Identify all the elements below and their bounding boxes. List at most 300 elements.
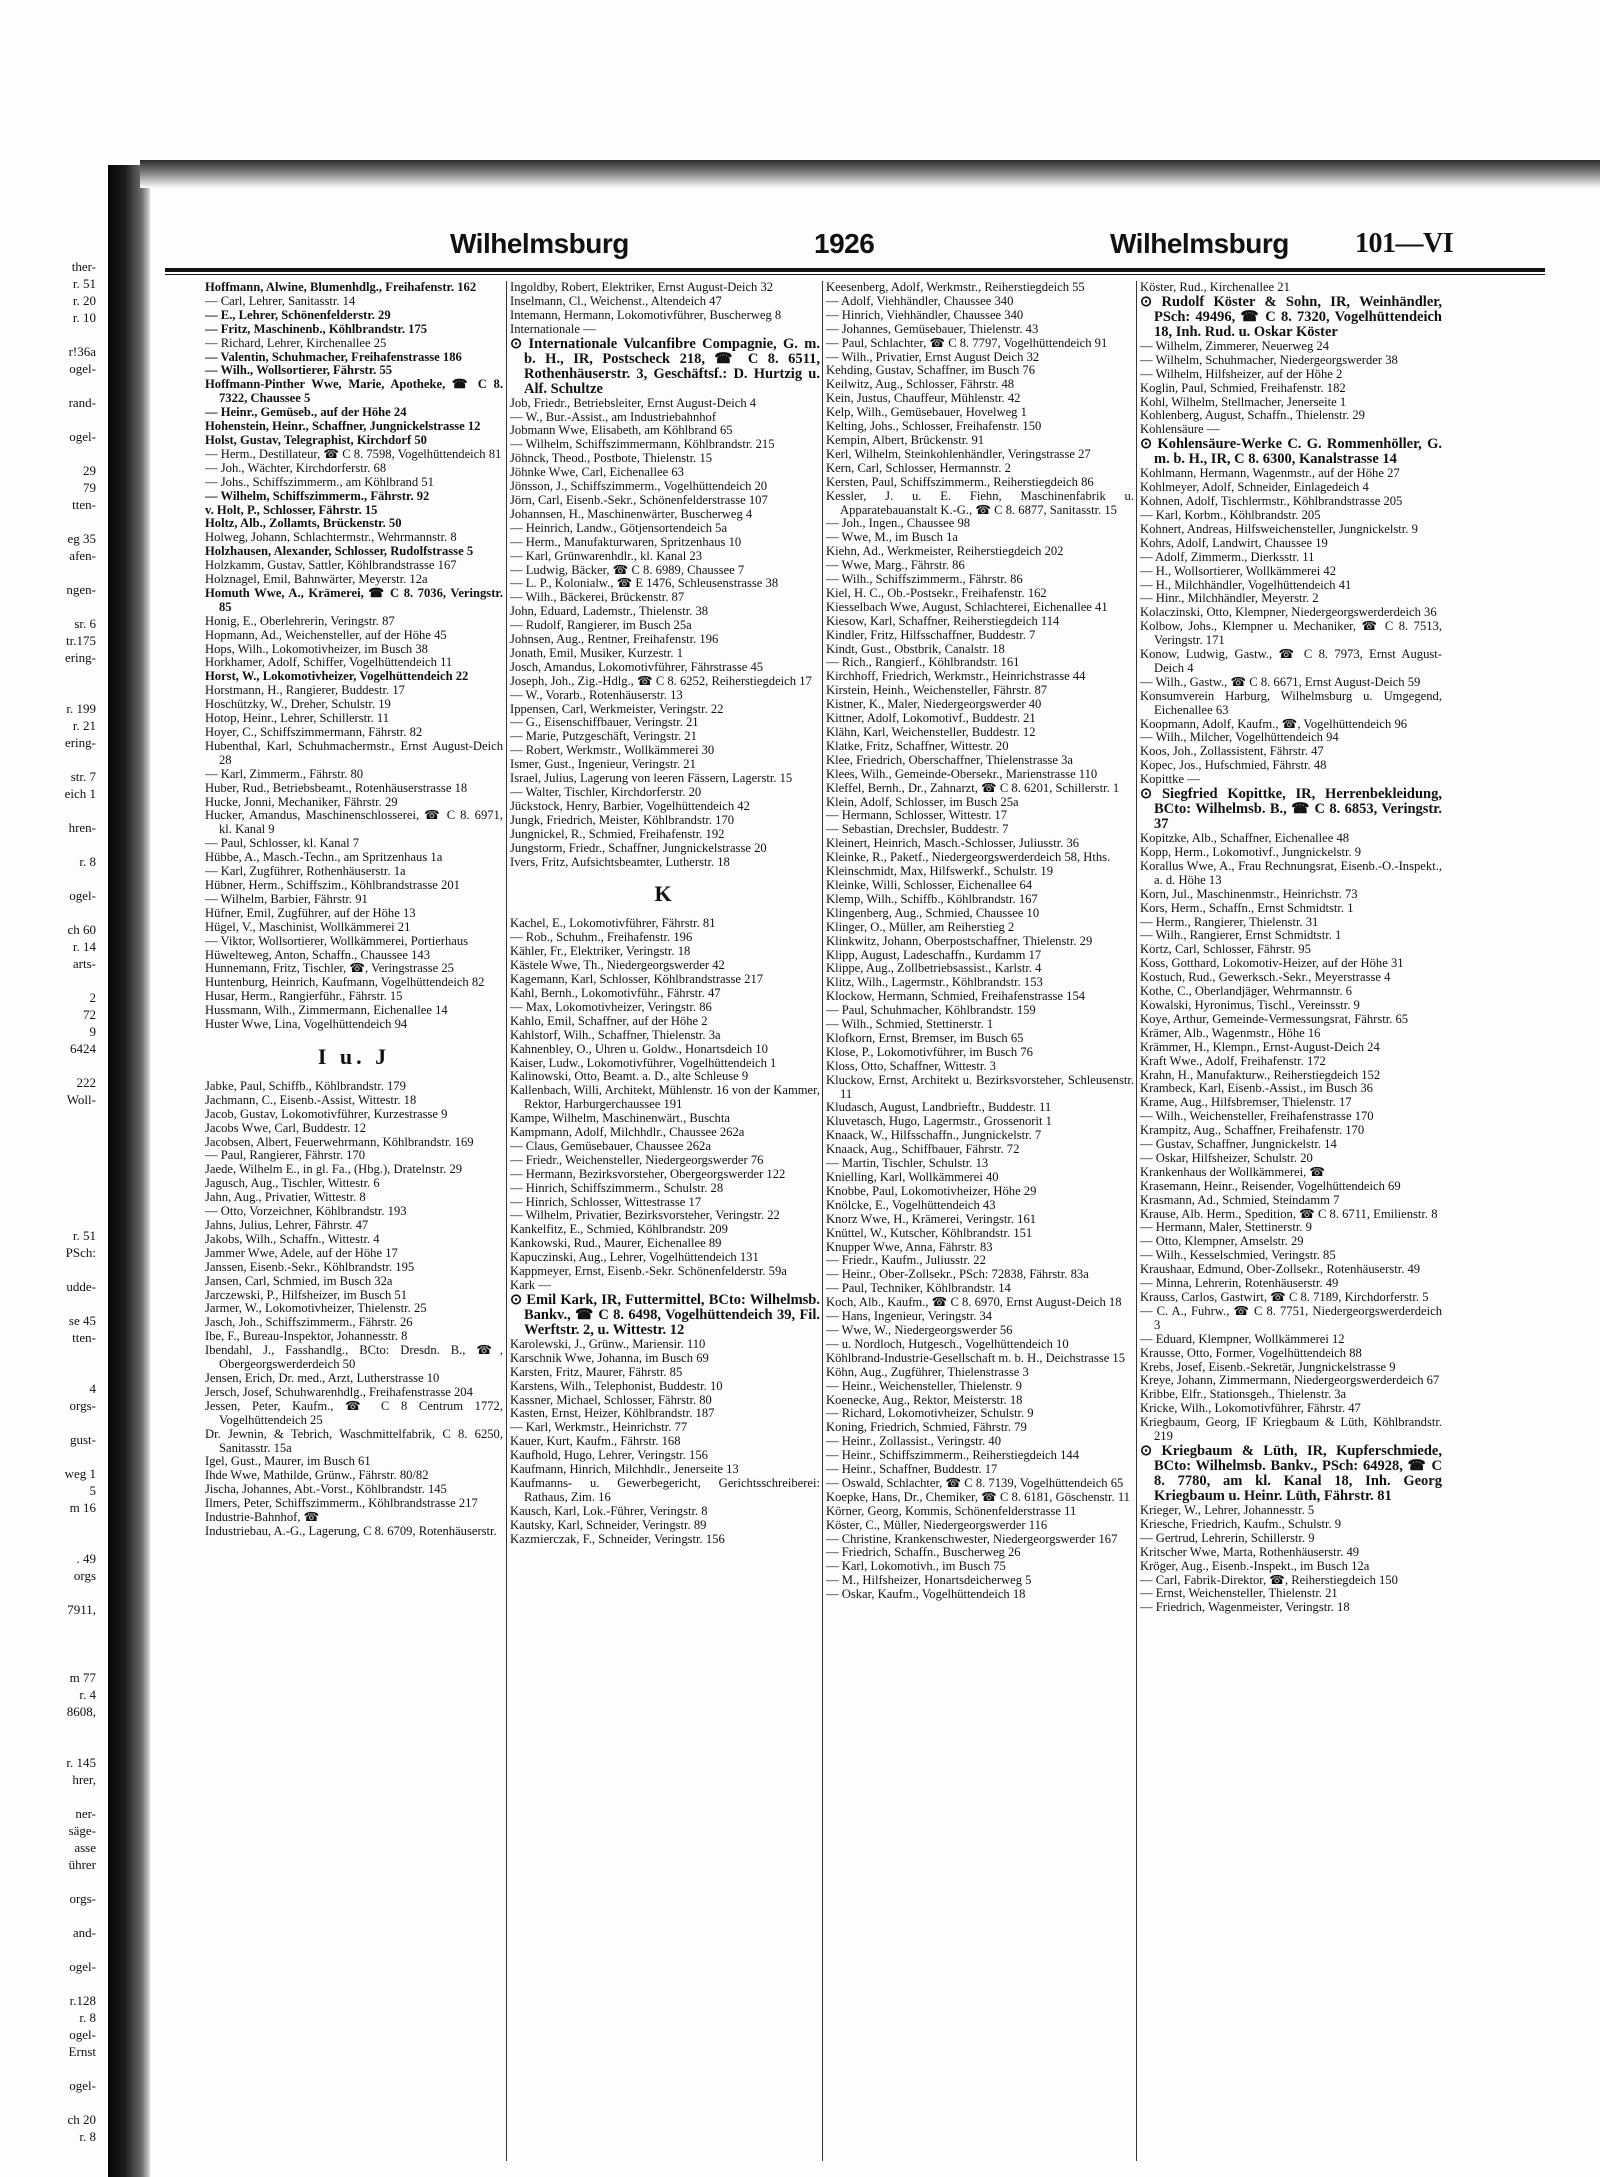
page-number: 101—VI [1355,228,1454,259]
directory-entry: Kohlenberg, August, Schaffn., Thielenstr. 29 [1140,408,1365,423]
directory-entry: Husar, Herm., Rangierführ., Fährstr. 15 [205,989,403,1004]
left-page-fragment-line: säge- [68,1823,96,1838]
directory-entry: Kalinowski, Otto, Beamt. a. D., alte Schleuse 9 [510,1069,749,1084]
directory-entry: — Paul, Schuhmacher, Köhlbrandstr. 159 [826,1003,1036,1018]
directory-entry: Kopittke — [1140,772,1200,787]
directory-entry: Kessler, J. u. E. Fiehn, Maschinenfabrik u. Apparatebauanstalt K.-G., ☎ C 8. 6877, Sanitasstr. 15 [826,488,1134,517]
directory-entry: Johannsen, H., Maschinenwärter, Buscherweg 4 [510,506,753,521]
directory-entry: — Claus, Gemüsebauer, Chaussee 262a [510,1138,711,1153]
directory-entry: Krambeck, Karl, Eisenb.-Assist., im Busch 36 [1140,1081,1373,1096]
directory-entry: Klockow, Hermann, Schmied, Freihafenstrasse 154 [826,989,1086,1004]
directory-entry: Klipp, August, Ladeschaffn., Kurdamm 17 [826,947,1042,962]
left-page-fragment-line: orgs [73,1568,96,1583]
directory-entry: Inselmann, Cl., Weichenst., Altendeich 47 [510,293,722,308]
directory-entry: — Christine, Krankenschwester, Niedergeorgswerder 167 [826,1531,1118,1546]
directory-entry: Kachel, E., Lokomotivführer, Fährstr. 81 [510,916,716,931]
directory-entry: — Wilh., Kesselschmied, Veringstr. 85 [1140,1248,1336,1263]
directory-entry: Kirstein, Heinh., Weichensteller, Fährstr. 87 [826,683,1048,698]
left-page-fragment-line: ogel- [69,1959,96,1974]
directory-entry: Kelting, Johs., Schlosser, Freihafenstr. 150 [826,419,1042,434]
directory-entry: — Hermann, Maler, Stettinerstr. 9 [1140,1220,1312,1235]
directory-entry: Hussmann, Wilh., Zimmermann, Eichenallee 14 [205,1003,448,1018]
directory-entry: — Wilh., Rangierer, Ernst Schmidtstr. 1 [1140,928,1342,943]
directory-entry: — Richard, Lokomotivheizer, Schulstr. 9 [826,1406,1034,1421]
directory-entry: — Richard, Lehrer, Kirchenallee 25 [205,335,387,350]
directory-entry: Dr. Jewnin, & Tebrich, Waschmittelfabrik, C 8. 6250, Sanitasstr. 15a [205,1426,503,1455]
directory-advert-entry: ⊙ Internationale Vulcanfibre Compagnie, G. m. b. H., IR, Postscheck 218, ☎ C 8. 6511, Rothenhäuserstr. 3, Geschäftsf.: D. Hurtzig u. Alf. Schultze [510,335,820,397]
directory-entry: Jörn, Carl, Eisenb.-Sekr., Schönenfelderstrasse 107 [510,492,768,507]
column-divider [822,281,823,2161]
directory-entry: Kahlo, Emil, Schaffner, auf der Höhe 2 [510,1013,708,1028]
directory-entry: — Heinr., Zollassist., Veringstr. 40 [826,1434,1002,1449]
directory-entry: Holst, Gustav, Telegraphist, Kirchdorf 50 [205,432,427,447]
left-page-fragment-line: eich 1 [64,786,96,801]
directory-entry: — L. P., Kolonialw., ☎ E 1476, Schleusenstrasse 38 [510,576,779,591]
directory-entry: Industriebau, A.-G., Lagerung, C 8. 6709, Rotenhäuserstr. [205,1523,497,1538]
directory-entry: — Viktor, Wollsortierer, Wollkämmerei, Portierhaus [205,933,469,948]
directory-entry: — Joh., Ingen., Chaussee 98 [826,516,971,531]
directory-entry: Hübbe, A., Masch.-Techn., am Spritzenhaus 1a [205,850,443,865]
directory-entry: — Wwe, W., Niedergeorgswerder 56 [826,1322,1013,1337]
directory-entry: — Friedr., Weichensteller, Niedergeorgswerder 76 [510,1152,764,1167]
running-head-right: Wilhelmsburg [1110,228,1289,259]
directory-entry: Hops, Wilh., Lokomotivheizer, im Busch 38 [205,641,428,656]
directory-entry: — Fritz, Maschinenb., Köhlbrandstr. 175 [205,321,428,336]
directory-entry: Koglin, Paul, Schmied, Freihafenstr. 182 [1140,380,1346,395]
directory-entry: — Eduard, Klempner, Wollkämmerei 12 [1140,1331,1345,1346]
left-page-fragment-line: ering- [64,650,96,665]
directory-entry: Israel, Julius, Lagerung von leeren Fässern, Lagerstr. 15 [510,771,793,786]
directory-entry: Hopmann, Ad., Weichensteller, auf der Höhe 45 [205,627,447,642]
directory-entry: — H., Wollsortierer, Wollkämmerei 42 [1140,563,1337,578]
left-page-fragment-line: r. 8 [79,2129,96,2144]
directory-entry: Klose, P., Lokomotivführer, im Busch 76 [826,1044,1033,1059]
directory-entry: Kluckow, Ernst, Architekt u. Bezirksvorsteher, Schleusenstr. 11 [826,1072,1134,1101]
directory-entry: Karstens, Wilh., Telephonist, Buddestr. 10 [510,1378,723,1393]
section-heading: I u. J [317,1043,391,1069]
page-top-shadow [140,160,1600,188]
directory-entry: Jansen, Carl, Schmied, im Busch 32a [205,1273,393,1288]
directory-entry: Igel, Gust., Maurer, im Busch 61 [205,1454,371,1469]
directory-entry: Horst, W., Lokomotivheizer, Vogelhüttendeich 22 [205,669,469,684]
directory-entry: Jarczewski, P., Hilfsheizer, im Busch 51 [205,1287,408,1302]
directory-entry: Jönsson, J., Schiffszimmerm., Vogelhüttendeich 20 [510,479,768,494]
directory-entry: Kahl, Bernh., Lokomotivführ., Fährstr. 47 [510,985,721,1000]
section-heading: K [654,881,676,907]
directory-entry: Klemp, Wilh., Schiffb., Köhlbrandstr. 167 [826,891,1038,906]
directory-entry: Huber, Rud., Betriebsbeamt., Rotenhäuserstrasse 18 [205,780,468,795]
left-page-fragment-line: 7911, [67,1602,96,1617]
directory-entry: Hoschützky, W., Dreher, Schulstr. 19 [205,697,391,712]
directory-entry: Ibendahl, J., Fasshandlg., BCto: Dresdn. B., ☎, Obergeorgswerderdeich 50 [205,1343,503,1372]
left-page-fragment-line: ering- [64,735,96,750]
directory-entry: — Hans, Ingenieur, Veringstr. 34 [826,1309,993,1324]
directory-advert-entry: ⊙ Kriegbaum & Lüth, IR, Kupferschmiede, BCto: Wilhelmsb. Bankv., PSch: 64928, ☎ C 8. 7780, am kl. Kanal 18, Inh. Georg Kriegbaum u. Heinr. Lüth, Fährstr. 81 [1140,1442,1442,1504]
directory-entry: Kaufmann, Hinrich, Milchhdlr., Jenerseite 13 [510,1462,739,1477]
left-page-fragment-line: r. 8 [79,854,96,869]
directory-entry: — Oskar, Kaufm., Vogelhüttendeich 18 [826,1587,1026,1602]
directory-entry: Jacob, Gustav, Lokomotivführer, Kurzestrasse 9 [205,1106,448,1121]
directory-entry: — Heinrich, Landw., Götjensortendeich 5a [510,520,728,535]
left-page-fragment-line: ogel- [69,888,96,903]
directory-entry: Krankenhaus der Wollkämmerei, ☎ [1140,1164,1326,1179]
directory-entry: — Wilhelm, Barbier, Fährstr. 91 [205,891,368,906]
left-page-fragment-line: r. 10 [72,310,96,325]
directory-entry: Jaede, Wilhelm E., in gl. Fa., (Hbg.), Dratelnstr. 29 [205,1162,463,1177]
directory-entry: Huntenburg, Heinrich, Kaufmann, Vogelhüttendeich 82 [205,975,485,990]
directory-entry: Köster, Rud., Kirchenallee 21 [1140,281,1290,294]
directory-entry: Klees, Wilh., Gemeinde-Obersekr., Marienstrasse 110 [826,766,1098,781]
directory-entry: Kricke, Wilh., Lokomotivführer, Fährstr. 47 [1140,1401,1361,1416]
directory-entry: Jammer Wwe, Adele, auf der Höhe 17 [205,1245,398,1260]
directory-entry: Kautsky, Karl, Schneider, Veringstr. 89 [510,1517,707,1532]
left-page-fragment-line: ogel- [69,429,96,444]
directory-entry: Kirchhoff, Friedrich, Werkmstr., Heinrichstrasse 44 [826,669,1086,684]
directory-entry: — Wilh., Schmied, Stettinerstr. 1 [826,1017,994,1032]
directory-entry: Keesenberg, Adolf, Werkmstr., Reiherstiegdeich 55 [826,281,1085,294]
directory-entry: Koch, Alb., Kaufm., ☎ C 8. 6970, Ernst August-Deich 18 [826,1295,1122,1310]
left-page-fragment-line: 8608, [66,1704,96,1719]
directory-entry: Klitz, Wilh., Lagermstr., Köhlbrandstr. 153 [826,975,1043,990]
directory-entry: Honig, E., Oberlehrerin, Veringstr. 87 [205,613,395,628]
left-page-fragment-line: ngen- [66,582,96,597]
directory-entry: Job, Friedr., Betriebsleiter, Ernst August-Deich 4 [510,395,757,410]
left-page-fragment-line: m 77 [69,1670,96,1685]
directory-entry: Kästele Wwe, Th., Niedergeorgswerder 42 [510,958,725,973]
left-page-fragment-line: r. 51 [72,276,96,291]
directory-entry: Kindt, Gust., Obstbrik, Canalstr. 18 [826,641,1005,656]
directory-entry: Hucke, Jonni, Mechaniker, Fährstr. 29 [205,794,398,809]
directory-entry: Jarmer, W., Lokomotivheizer, Thielenstr. 25 [205,1301,427,1316]
left-page-fragment-line: Ernst [68,2044,96,2059]
directory-entry: — Carl, Lehrer, Sanitasstr. 14 [205,293,356,308]
directory-entry: — Karl, Zugführer, Rothenhäuserstr. 1a [205,864,406,879]
directory-entry: Kohrs, Adolf, Landwirt, Chaussee 19 [1140,535,1328,550]
directory-entry: Jückstock, Henry, Barbier, Vogelhüttendeich 42 [510,798,750,813]
directory-entry: Krämer, Alb., Wagenmstr., Höhe 16 [1140,1025,1321,1040]
directory-entry: Köhn, Aug., Zugführer, Thielenstrasse 3 [826,1364,1029,1379]
directory-entry: Kaufhold, Hugo, Lehrer, Veringstr. 156 [510,1448,708,1463]
directory-entry: Kleinke, Willi, Schlosser, Eichenallee 64 [826,877,1033,892]
left-page-fragment-line: r.128 [69,1993,96,2008]
directory-entry: Koenecke, Aug., Rektor, Meisterstr. 18 [826,1392,1023,1407]
directory-entry: — Wilh., Gastw., ☎ C 8. 6671, Ernst August-Deich 59 [1140,674,1421,689]
left-page-fragment-line: r. 21 [72,718,96,733]
directory-entry: — Heinr., Schaffner, Buddestr. 17 [826,1462,998,1477]
left-page-fragment-line: 79 [83,480,96,495]
directory-entry: Kleinke, R., Paketf., Niedergeorgswerderdeich 58, Hths. [826,850,1111,865]
left-page-fragment-line: r!36a [68,344,96,359]
directory-entry: Kaufmanns- u. Gewerbegericht, Gerichtsschreiberei: Rathaus, Zim. 16 [510,1475,820,1504]
directory-entry: Kreye, Johann, Zimmermann, Niedergeorgswerderdeich 67 [1140,1373,1440,1388]
left-page-fragment-line: 6424 [70,1041,96,1056]
left-page-fragment-line: hrer, [72,1772,96,1787]
directory-entry: Kostuch, Rud., Gewerksch.-Sekr., Meyerstrasse 4 [1140,970,1391,985]
left-page-fragment-line: afen- [69,548,96,563]
directory-entry: Ippensen, Carl, Werkmeister, Veringstr. 22 [510,701,724,716]
directory-entry: Klingenberg, Aug., Schmied, Chaussee 10 [826,905,1040,920]
directory-entry: Ilmers, Peter, Schiffszimmerm., Köhlbrandstrasse 217 [205,1496,478,1511]
directory-entry: Ivers, Fritz, Aufsichtsbeamter, Lutherstr. 18 [510,854,730,869]
directory-entry: — G., Eisenschiffbauer, Veringstr. 21 [510,715,699,730]
directory-entry: — Rudolf, Rangierer, im Busch 25a [510,618,692,633]
directory-entry: Kiesselbach Wwe, August, Schlachterei, Eichenallee 41 [826,599,1108,614]
directory-entry: Holweg, Johann, Schlachtermstr., Wehrmannstr. 8 [205,530,457,545]
directory-entry: Klippe, Aug., Zollbetriebsassist., Karlstr. 4 [826,961,1042,976]
directory-entry: Jonath, Emil, Musiker, Kurzestr. 1 [510,645,683,660]
left-page-fragment-line: se 45 [68,1313,96,1328]
directory-entry: Jöhnke Wwe, Carl, Eichenallee 63 [510,465,684,480]
directory-entry: Jensen, Erich, Dr. med., Arzt, Lutherstrasse 10 [205,1370,440,1385]
left-page-fragment-line: ührer [68,1857,96,1872]
directory-entry: Kehding, Gustav, Schaffner, im Busch 76 [826,363,1036,378]
directory-entry: — Adolf, Viehhändler, Chaussee 340 [826,293,1014,308]
directory-entry: Kortz, Carl, Schlosser, Fährstr. 95 [1140,942,1311,957]
left-page-fragment-line: orgs- [69,1398,96,1413]
directory-entry: Krämmer, H., Klempn., Ernst-August-Deich 24 [1140,1039,1380,1054]
directory-entry: John, Eduard, Lademstr., Thielenstr. 38 [510,604,709,619]
left-page-fragment [0,260,104,2177]
directory-entry: — Oskar, Hilfsheizer, Schulstr. 20 [1140,1150,1313,1165]
directory-entry: Kothe, C., Oberlandjäger, Wehrmannstr. 6 [1140,984,1352,999]
left-page-fragment-line: . 49 [76,1551,96,1566]
left-page-fragment-line: r. 4 [79,1687,96,1702]
directory-entry: Knobbe, Paul, Lokomotivheizer, Höhe 29 [826,1183,1037,1198]
directory-entry: Hucker, Amandus, Maschinenschlosserei, ☎ C 8. 6971, kl. Kanal 9 [205,808,503,837]
directory-entry: Koepke, Hans, Dr., Chemiker, ☎ C 8. 6181, Göschenstr. 11 [826,1489,1130,1504]
directory-entry: — Gustav, Schaffner, Jungnickelstr. 14 [1140,1137,1337,1152]
left-page-fragment-line: 222 [76,1075,96,1090]
directory-entry: Keilwitz, Aug., Schlosser, Fährstr. 48 [826,377,1015,392]
left-page-fragment-line: r. 8 [79,2010,96,2025]
directory-entry: Krahn, H., Manufakturw., Reiherstiegdeich 152 [1140,1067,1381,1082]
directory-entry: Klinger, O., Müller, am Reiherstieg 2 [826,919,1015,934]
left-page-fragment-line: 2 [89,990,96,1005]
directory-entry: Konsumverein Harburg, Wilhelmsburg u. Umgegend, Eichenallee 63 [1140,688,1442,717]
directory-entry: Koss, Gotthard, Lokomotiv-Heizer, auf der Höhe 31 [1140,956,1404,971]
directory-column-3 [826,281,1134,2161]
directory-entry: Kluvetasch, Hugo, Lagermstr., Grossenorit 1 [826,1114,1052,1129]
directory-entry: — Oswald, Schlachter, ☎ C 8. 7139, Vogelhüttendeich 65 [826,1475,1124,1490]
directory-entry: Ibe, F., Bureau-Inspektor, Johannesstr. 8 [205,1329,408,1344]
directory-entry: Kohl, Wilhelm, Stellmacher, Jenerseite 1 [1140,394,1347,409]
directory-column-1 [205,281,503,2161]
directory-entry: Knüttel, W., Kutscher, Köhlbrandstr. 151 [826,1225,1033,1240]
directory-entry: Kampmann, Adolf, Milchhdlr., Chaussee 262a [510,1125,745,1140]
left-page-fragment-line: ther- [71,260,96,274]
directory-entry: Krausse, Otto, Former, Vogelhüttendeich 88 [1140,1345,1362,1360]
left-page-fragment-line: r. 199 [66,701,96,716]
directory-entry: Hoffmann-Pinther Wwe, Marie, Apotheke, ☎ C 8. 7322, Chaussee 5 [205,377,503,406]
directory-entry: Kern, Carl, Schlosser, Hermannstr. 2 [826,460,1011,475]
directory-entry: Kausch, Karl, Lok.-Führer, Veringstr. 8 [510,1503,708,1518]
directory-entry: Kistner, K., Maler, Niedergeorgswerder 40 [826,697,1042,712]
running-head-left: Wilhelmsburg [450,228,629,259]
directory-entry: Krause, Alb. Herm., Spedition, ☎ C 8. 6711, Emilienstr. 8 [1140,1206,1438,1221]
directory-advert-entry: ⊙ Siegfried Kopittke, IR, Herrenbekleidung, BCto: Wilhelmsb. B., ☎ C 8. 6853, Veringstr. 37 [1140,786,1442,833]
directory-entry: — Max, Lokomotivheizer, Veringstr. 86 [510,999,712,1014]
directory-entry: Jabke, Paul, Schiffb., Köhlbrandstr. 179 [205,1078,406,1093]
directory-entry: Ismer, Gust., Ingenieur, Veringstr. 21 [510,757,696,772]
left-page-fragment-line: str. 7 [70,769,96,784]
page-header [150,228,1550,268]
directory-entry: — Ludwig, Bäcker, ☎ C 8. 6989, Chaussee 7 [510,562,745,577]
directory-entry: — W., Vorarb., Rotenhäuserstr. 13 [510,687,683,702]
directory-entry: — Minna, Lehrerin, Rotenhäuserstr. 49 [1140,1276,1339,1291]
directory-entry: — Wilh., Wollsortierer, Fährstr. 55 [205,363,393,378]
directory-entry: Hoffmann, Alwine, Blumenhdlg., Freihafenstr. 162 [205,281,477,294]
directory-entry: Kagemann, Karl, Schlosser, Köhlbrandstrasse 217 [510,972,764,987]
directory-entry: — Marie, Putzgeschäft, Veringstr. 21 [510,729,697,744]
header-rule-thin [165,274,1545,275]
directory-entry: — Paul, Schlachter, ☎ C 8. 7797, Vogelhüttendeich 91 [826,335,1108,350]
directory-entry: Knielling, Karl, Wollkämmerei 40 [826,1170,999,1184]
directory-entry: — Karl, Werkmstr., Heinrichstr. 77 [510,1420,688,1435]
directory-entry: Holtz, Alb., Zollamts, Brückenstr. 50 [205,516,402,531]
left-page-fragment-line: r. 51 [72,1228,96,1243]
directory-entry: — Friedrich, Wagenmeister, Veringstr. 18 [1140,1600,1350,1615]
directory-entry: Krampitz, Aug., Schaffner, Freihafenstr. 170 [1140,1123,1365,1138]
directory-advert-entry: ⊙ Rudolf Köster & Sohn, IR, Weinhändler, PSch: 49496, ☎ C 8. 7320, Vogelhüttendeich 18, Inh. Rud. u. Oskar Köster [1140,293,1442,340]
directory-entry: Kowalski, Hyronimus, Tischl., Vereinsstr. 9 [1140,997,1360,1012]
directory-entry: Hotop, Heinr., Lehrer, Schillerstr. 11 [205,711,390,726]
directory-entry: Jacobs Wwe, Carl, Buddestr. 12 [205,1120,367,1135]
directory-entry: Krame, Aug., Hilfsbremser, Thielenstr. 17 [1140,1095,1352,1110]
left-page-fragment-line: arts- [72,956,96,971]
directory-entry: Kopitzke, Alb., Schaffner, Eichenallee 48 [1140,831,1350,846]
directory-entry: Knaack, Aug., Schiffbauer, Fährstr. 72 [826,1142,1020,1157]
directory-entry: Janssen, Eisenb.-Sekr., Köhlbrandstr. 195 [205,1259,415,1274]
directory-entry: Kappmeyer, Ernst, Eisenb.-Sekr. Schönenfelderstr. 59a [510,1264,787,1279]
directory-entry: Koos, Joh., Zollassistent, Fährstr. 47 [1140,744,1324,759]
left-page-fragment-line: ogel- [69,361,96,376]
directory-entry: Krasemann, Heinr., Reisender, Vogelhüttendeich 69 [1140,1178,1401,1193]
directory-entry: Intemann, Hermann, Lokomotivführer, Buscherweg 8 [510,307,782,322]
directory-entry: Kolbow, Johs., Klempner u. Mechaniker, ☎ C 8. 7513, Veringstr. 171 [1140,619,1442,648]
directory-entry: — Otto, Vorzeichner, Köhlbrandstr. 193 [205,1204,407,1219]
left-page-fragment-line: ch 20 [67,2112,96,2127]
directory-entry: Kloss, Otto, Schaffner, Wittestr. 3 [826,1058,996,1073]
directory-column-4 [1140,281,1442,2161]
directory-entry: Kraft Wwe., Adolf, Freihafenstr. 172 [1140,1053,1326,1068]
directory-entry: — Paul, Techniker, Köhlbrandstr. 14 [826,1281,1011,1296]
directory-entry: — Joh., Wächter, Kirchdorferstr. 68 [205,460,387,475]
directory-entry: — Rich., Rangierf., Köhlbrandstr. 161 [826,655,1020,670]
directory-entry: Kein, Justus, Chauffeur, Mühlenstr. 42 [826,391,1021,406]
directory-column-2 [510,281,820,2161]
directory-entry: Jessen, Peter, Kaufm., ☎ C 8 Centrum 1772, Vogelhüttendeich 25 [205,1398,503,1427]
directory-entry: Kittner, Adolf, Lokomotivf., Buddestr. 21 [826,711,1036,726]
directory-entry: Koopmann, Adolf, Kaufm., ☎, Vogelhüttendeich 96 [1140,716,1408,731]
left-page-fragment-line: sr. 6 [74,616,96,631]
column-divider [1136,281,1137,2161]
left-page-fragment-line: 72 [83,1007,96,1022]
directory-entry: Ihde Wwe, Mathilde, Grünw., Fährstr. 80/82 [205,1468,429,1483]
directory-entry: Jagusch, Aug., Tischler, Wittestr. 6 [205,1176,380,1191]
directory-entry: Kleffel, Bernh., Dr., Zahnarzt, ☎ C 8. 6201, Schillerstr. 1 [826,780,1120,795]
left-page-fragment-line: ogel- [69,2027,96,2042]
directory-entry: — Herm., Manufakturwaren, Spritzenhaus 10 [510,534,742,549]
left-page-fragment-line: gust- [70,1432,96,1447]
directory-entry: — E., Lehrer, Schönenfelderstr. 29 [205,307,391,322]
directory-entry: — W., Bur.-Assist., am Industriebahnhof [510,409,717,424]
directory-entry: Kohlensäure — [1140,422,1220,437]
directory-entry: — Hinrich, Viehhändler, Chaussee 340 [826,307,1024,322]
left-page-fragment-line: 29 [83,463,96,478]
directory-entry: Kolaczinski, Otto, Klempner, Niedergeorgswerderdeich 36 [1140,605,1437,620]
directory-entry: Kopec, Jos., Hufschmied, Fährstr. 48 [1140,758,1327,773]
directory-entry: Kohnen, Adolf, Tischlermstr., Köhlbrandstrasse 205 [1140,494,1403,509]
directory-entry: Joseph, Joh., Zig.-Hdlg., ☎ C 8. 6252, Reiherstiegdeich 17 [510,673,812,688]
directory-entry: Kritscher Wwe, Marta, Rothenhäuserstr. 49 [1140,1544,1360,1559]
directory-entry: — Wilh., Bäckerei, Brückenstr. 87 [510,590,685,605]
directory-entry: Huster Wwe, Lina, Vogelhüttendeich 94 [205,1017,408,1032]
left-page-fragment-line: 9 [89,1024,96,1039]
directory-entry: — Karl, Grünwarenhdlr., kl. Kanal 23 [510,548,703,563]
directory-entry: — Sebastian, Drechsler, Buddestr. 7 [826,822,1009,837]
directory-entry: Klähn, Karl, Weichensteller, Buddestr. 12 [826,725,1036,739]
left-page-fragment-line: tten- [72,1330,96,1345]
directory-entry: v. Holt, P., Schlosser, Fährstr. 15 [205,502,378,517]
directory-entry: — Walter, Tischler, Kirchdorferstr. 20 [510,785,702,799]
directory-entry: — Hinrich, Schiffszimmerm., Schulstr. 28 [510,1180,724,1195]
directory-entry: Jobmann Wwe, Elisabeth, am Köhlbrand 65 [510,423,733,438]
directory-entry: — Wilh., Schiffszimmerm., Fährstr. 86 [826,572,1023,587]
directory-entry: — Herm., Destillateur, ☎ C 8. 7598, Vogelhüttendeich 81 [205,446,502,461]
directory-entry: Karsten, Fritz, Maurer, Fährstr. 85 [510,1364,683,1379]
directory-entry: — Ernst, Weichensteller, Thielenstr. 21 [1140,1586,1338,1601]
directory-entry: Kauer, Kurt, Kaufm., Fährstr. 168 [510,1434,681,1449]
left-page-fragment-line: weg 1 [64,1466,96,1481]
directory-entry: — Wilhelm, Zimmerer, Neuerweg 24 [1140,338,1330,353]
left-page-fragment-line: r. 14 [72,939,96,954]
directory-entry: Korallus Wwe, A., Frau Rechnungsrat, Eisenb.-O.-Inspekt., a. d. Höhe 13 [1140,858,1442,887]
column-divider [506,281,507,2161]
directory-entry: Klatke, Fritz, Schaffner, Wittestr. 20 [826,738,1009,753]
directory-entry: Kelp, Wilh., Gemüsebauer, Hovelweg 1 [826,405,1027,420]
directory-entry: Kempin, Albert, Brückenstr. 91 [826,432,985,447]
left-page-fragment-line: r. 145 [66,1755,96,1770]
directory-entry: Hunnemann, Fritz, Tischler, ☎, Veringstrasse 25 [205,961,454,976]
directory-entry: Köster, C., Müller, Niedergeorgswerder 116 [826,1517,1048,1532]
directory-entry: — Johannes, Gemüsebauer, Thielenstr. 43 [826,321,1039,336]
directory-entry: Kiehn, Ad., Werkmeister, Reiherstiegdeich 202 [826,544,1064,559]
directory-entry: — Wilhelm, Hilfsheizer, auf der Höhe 2 [1140,366,1343,381]
directory-entry: Kankelfitz, E., Schmied, Köhlbrandstr. 209 [510,1222,728,1237]
directory-entry: Kazmierczak, F., Schneider, Veringstr. 156 [510,1531,725,1546]
directory-entry: Hoyer, C., Schiffszimmermann, Fährstr. 82 [205,725,423,739]
left-page-fragment-line: tten- [72,497,96,512]
directory-entry: Klee, Friedrich, Oberschaffner, Thielenstrasse 3a [826,752,1073,767]
directory-entry: Knupper Wwe, Anna, Fährstr. 83 [826,1239,993,1254]
directory-entry: Krieger, W., Lehrer, Johannesstr. 5 [1140,1502,1315,1517]
directory-entry: — Hermann, Bezirksvorsteher, Obergeorgswerder 122 [510,1166,786,1181]
directory-entry: — Hermann, Schlosser, Wittestr. 17 [826,808,1007,823]
directory-entry: — Karl, Lokomotivh., im Busch 75 [826,1559,1006,1574]
directory-entry: — Heinr., Ober-Zollsekr., PSch: 72838, Fährstr. 83a [826,1267,1089,1282]
directory-entry: — Robert, Werkmstr., Wollkämmerei 30 [510,743,715,758]
directory-entry: — u. Nordloch, Hutgesch., Vogelhüttendeich 10 [826,1336,1069,1351]
directory-entry: — Heinr., Schiffszimmerm., Reiherstiegdeich 144 [826,1448,1079,1463]
left-page-fragment-line: udde- [66,1279,96,1294]
left-page-fragment-line: ch 60 [67,922,96,937]
directory-entry: Kahnenbley, O., Uhren u. Goldw., Honartsdeich 10 [510,1041,768,1056]
directory-entry: Jakobs, Wilh., Schaffn., Wittestr. 4 [205,1231,380,1246]
directory-entry: Knölcke, E., Vogelhüttendeich 43 [826,1197,996,1212]
directory-entry: Köhlbrand-Industrie-Gesellschaft m. b. H., Deichstrasse 15 [826,1350,1126,1365]
directory-entry: Kersten, Paul, Schiffszimmerm., Reiherstiegdeich 86 [826,474,1094,489]
directory-entry: Johnsen, Aug., Rentner, Freihafenstr. 196 [510,632,719,647]
